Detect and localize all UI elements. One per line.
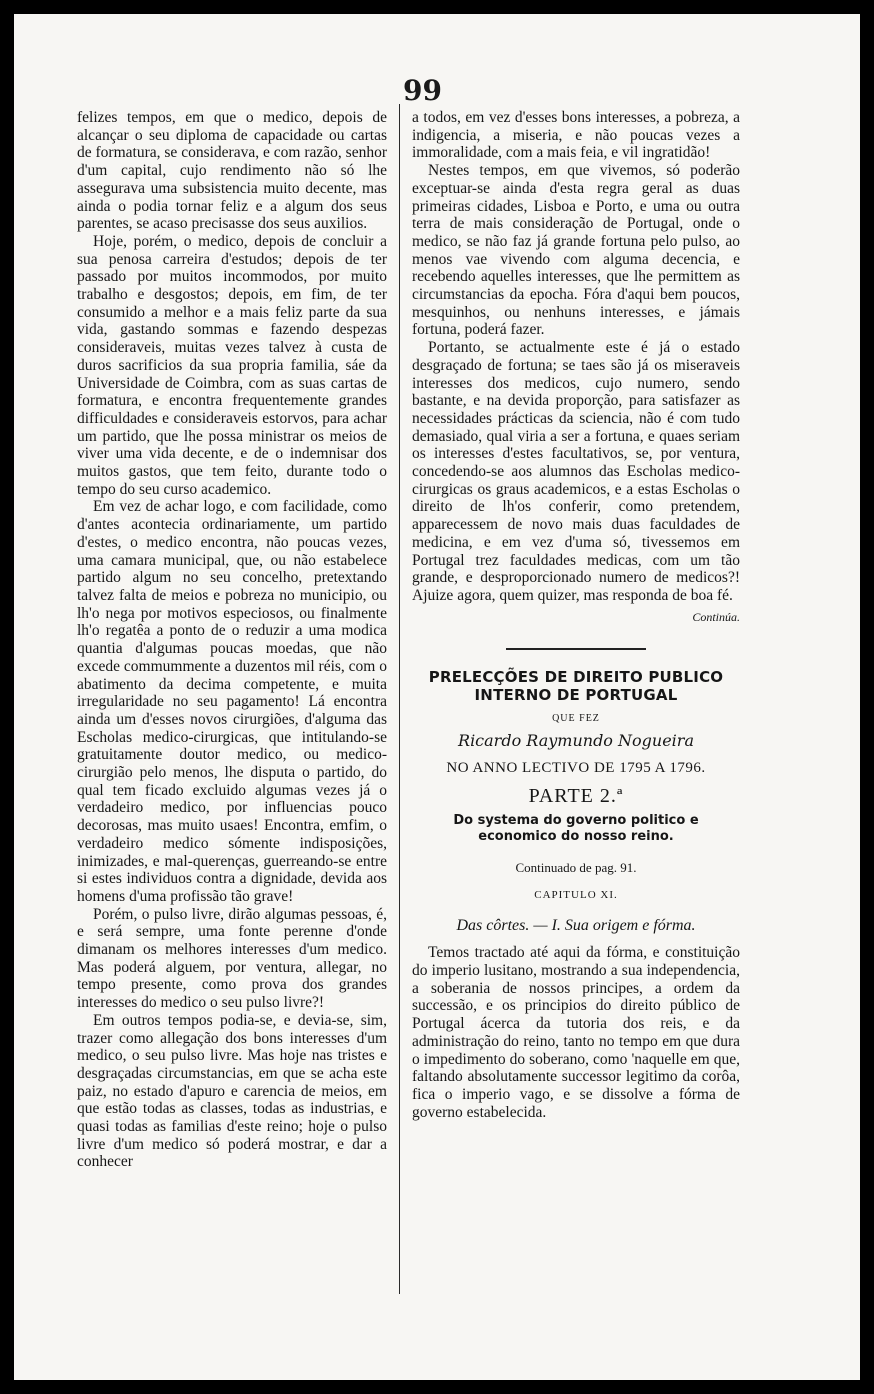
paragraph: a todos, em vez d'esses bons interesses, a pobreza, a indigencia, a miseria, e não poucas vezes a immoralidade, com a mais feia, e vil ingratidão! bbox=[412, 109, 740, 162]
left-column bbox=[77, 109, 387, 1171]
paragraph: felizes tempos, em que o medico, depois de alcançar o seu diploma de capacidade ou cartas de formatura, se considerava, e com razão, senhor d'um capital, cujo rendimento não só lhe assegurava uma subsistencia muito decente, mas ainda o podia tornar feliz e a algum dos seus parentes, se acaso precisasse dos seus auxilios. bbox=[77, 109, 387, 233]
paragraph: Nestes tempos, em que vivemos, só poderão exceptuar-se ainda d'esta regra geral as duas primeiras cidades, Lisboa e Porto, e uma ou outra terra de mais consideração de Portugal, onde o medico, se não faz já grande fortuna pelo pulso, ao menos vae vivendo com alguma decencia, e recebendo aquelles interesses, que lhe permittem as circumstancias da epocha. Fóra d'aqui bem poucos, mesquinhos, ou nenhuns interesses, e jámais fortuna, poderá fazer. bbox=[412, 162, 740, 339]
article-author: Ricardo Raymundo Nogueira bbox=[458, 731, 694, 751]
article-body: Temos tractado até aqui da fórma, e constituição do imperio lusitano, mostrando a sua independencia, a soberania de nossos principes, a ordem da successão, e os principios do direito público de Portugal ácerca da tutoria dos reis, e da administração do reino, tanto no tempo em que dura o impedimento do soberano, como 'naquelle em que, faltando absolutamente successor legitimo da corôa, fica o imperio vago, e se dissolve a fórma de governo estabelecida. bbox=[412, 944, 740, 1121]
article-year: NO ANNO LECTIVO DE 1795 A 1796. bbox=[446, 759, 706, 776]
section-separator bbox=[506, 648, 646, 650]
continua-note: Continúa. bbox=[692, 609, 740, 624]
newspaper-page bbox=[14, 14, 860, 1380]
article-chapter: CAPITULO XI. bbox=[534, 888, 618, 901]
article-continued: Continuado de pag. 91. bbox=[515, 860, 637, 876]
article-section: Das côrtes. — I. Sua origem e fórma. bbox=[456, 916, 696, 934]
paragraph: Portanto, se actualmente este é já o estado desgraçado de fortuna; se taes são já os miseraveis interesses dos medicos, cujo numero, sendo bastante, e na devida proporção, para satisfazer as necessidades prácticas da sciencia, não é com tudo demasiado, qual viria a ser a fortuna, e quaes seriam os interesses d'estes facultativos, se, por ventura, concedendo-se aos alumnos das Escholas medico-cirurgicas os graus academicos, e a estas Escholas o direito de lh'os conferir, como pretendem, apparecessem de novo mais duas faculdades de medicina, e em vez d'uma só, tivessemos em Portugal trez faculdades medicas, com um tão grande, e desproporcionado numero de medicos?! Ajuize agora, quem quizer, mas responda de boa fé. bbox=[412, 339, 740, 604]
paragraph: Em outros tempos podia-se, e devia-se, sim, trazer como allegação dos bons interesses d'um medico, o seu pulso livre. Mas hoje nas tristes e desgraçadas circumstancias, em que se acha este paiz, no estado d'apuro e carencia de meios, em que estão todas as classes, todas as industrias, e quasi todas as familias d'este reino; hoje o pulso livre d'um medico só poderá mostrar, e dar a conhecer bbox=[77, 1011, 387, 1171]
column-divider bbox=[399, 104, 400, 1294]
right-column bbox=[412, 109, 740, 1121]
paragraph: Hoje, porém, o medico, depois de concluir a sua penosa carreira d'estudos; depois de ter passado por muitos incommodos, por muito trabalho e desgostos; depois, em fim, de ter consumido a melhor e a mais feliz parte da sua vida, gastando sommas e fazendo despezas consideraveis, muitas vezes talvez à custa de duros sacrificios da sua propria familia, sáe da Universidade de Coimbra, com as suas cartas de formatura, e encontra frequentemente grandes difficuldades e consideraveis estorvos, para achar um partido, que lhe possa ministrar os meios de viver uma vida decente, e de o indemnisar dos muitos gastos, que tem feito, durante todo o tempo do seu curso academico. bbox=[77, 232, 387, 498]
article-que-fez: QUE FEZ bbox=[552, 713, 600, 725]
article-subtitle: Do systema do governo politico e economico do nosso reino. bbox=[453, 813, 699, 845]
paragraph: Porém, o pulso livre, dirão algumas pessoas, é, e será sempre, uma fonte perenne d'onde dimanam os melhores interesses d'um medico. Mas poderá alguem, por ventura, allegar, no tempo presente, como prova dos grandes interesses do medico o seu pulso livre?! bbox=[77, 905, 387, 1012]
article-title: PRELECÇÕES DE DIREITO PUBLICO INTERNO DE PORTUGAL bbox=[428, 668, 724, 705]
article-part: PARTE 2.ª bbox=[528, 784, 624, 807]
page-number: 99 bbox=[403, 74, 442, 107]
paragraph: Em vez de achar logo, e com facilidade, como d'antes acontecia ordinariamente, um partido d'estes, o medico encontra, não poucas vezes, uma camara municipal, que, ou não estabelece partido algum no seu concelho, pretextando talvez falta de meios e pobreza no municipio, ou lh'o nega por motivos especiosos, ou finalmente lh'o regatêa a ponto de o reduzir a uma modica quantia d'algumas poucas moedas, que não excede commummente a duzentos mil réis, com o abatimento da decima competente, e muita irregularidade no seu pagamento! Lá encontra ainda um d'esses novos cirurgiões, d'alguma das Escholas medico-cirurgicas, que intitulando-se gratuitamente doutor medico, ou medico-cirurgião pelo menos, lhe disputa o partido, do qual tem ficado excluido algumas vezes já o verdadeiro medico, por influencias pouco decorosas, mas muito usaes! Encontra, emfim, o verdadeiro medico sómente indisposições, inimizades, e mal-querenças, guerreando-se entre si estes individuos contra a dignidade, devida aos homens d'uma profissão tão grave! bbox=[77, 498, 387, 905]
